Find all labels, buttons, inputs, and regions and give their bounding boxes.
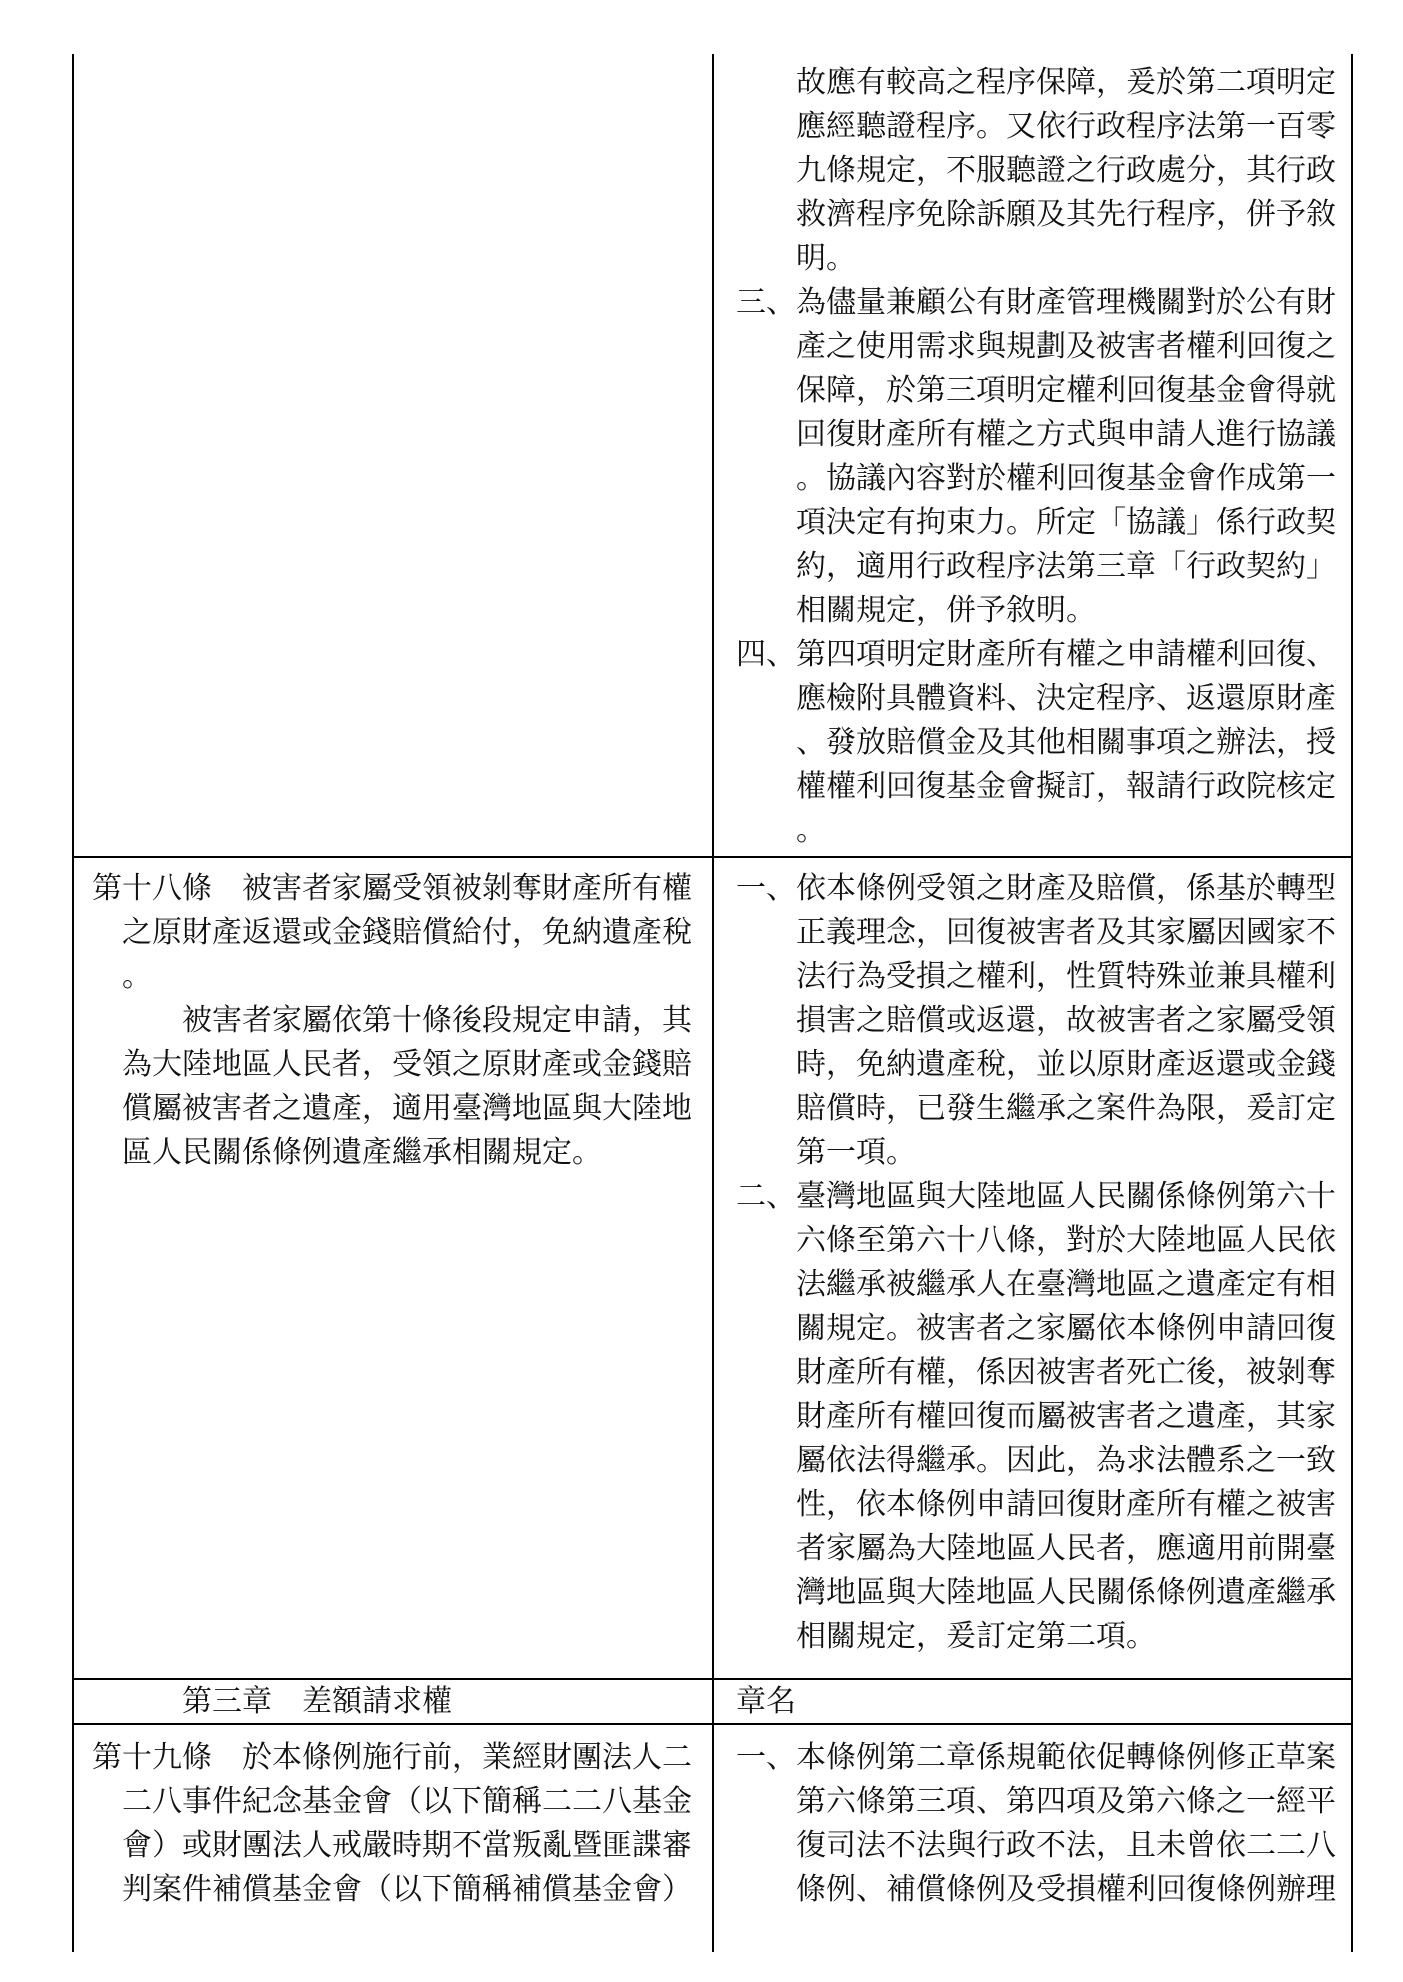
text-line: 項決定有拘束力。所定「協議」係行政契 bbox=[796, 505, 1336, 540]
article-paragraph bbox=[92, 867, 692, 999]
text-line: 時，免納遺產稅，並以原財產返還或金錢 bbox=[796, 1047, 1336, 1082]
line-text: 被害者家屬受領被剝奪財產所有權 bbox=[242, 871, 692, 906]
text-line: 相關規定，併予敘明。 bbox=[796, 593, 1096, 628]
text-line: 者家屬為大陸地區人民者，應適用前開臺 bbox=[796, 1531, 1336, 1566]
explanation-item bbox=[736, 867, 1336, 1175]
item-number: 二、 bbox=[736, 1179, 796, 1214]
text-line: 屬依法得繼承。因此，為求法體系之一致 bbox=[796, 1443, 1336, 1478]
text-line: 第四項明定財產所有權之申請權利回復、 bbox=[796, 637, 1336, 672]
text-line: 為大陸地區人民者，受領之原財產或金錢賠 bbox=[122, 1047, 692, 1082]
text-line: 臺灣地區與大陸地區人民關係條例第六十 bbox=[796, 1179, 1336, 1214]
text-line: 應經聽證程序。又依行政程序法第一百零 bbox=[796, 109, 1336, 144]
chapter-heading bbox=[182, 1680, 692, 1724]
text-line: 產之使用需求與規劃及被害者權利回復之 bbox=[796, 329, 1336, 364]
chapter-label: 章名 bbox=[736, 1684, 796, 1719]
text-line: 第六條第三項、第四項及第六條之一經平 bbox=[796, 1784, 1336, 1819]
text-line: 權權利回復基金會擬訂，報請行政院核定 bbox=[796, 769, 1336, 804]
text-line bbox=[92, 867, 692, 911]
text-line: 依本條例受領之財產及賠償，係基於轉型 bbox=[796, 871, 1336, 906]
text-line: 償屬被害者之遺產，適用臺灣地區與大陸地 bbox=[122, 1091, 692, 1126]
article-number: 第十八條 bbox=[92, 871, 212, 906]
item-number: 一、 bbox=[736, 871, 796, 906]
article-number: 第十九條 bbox=[92, 1740, 212, 1775]
text-line: 回復財產所有權之方式與申請人進行協議 bbox=[796, 417, 1336, 452]
text-line: 判案件補償基金會（以下簡稱補償基金會） bbox=[122, 1872, 692, 1907]
article-paragraph bbox=[92, 1736, 692, 1912]
text-line: 。 bbox=[796, 813, 826, 848]
text-line: 救濟程序免除訴願及其先行程序，併予敘 bbox=[796, 197, 1336, 232]
column-divider bbox=[712, 54, 714, 1952]
item-number: 三、 bbox=[736, 285, 796, 320]
text-line: 明。 bbox=[796, 241, 856, 276]
explanation-item bbox=[736, 1175, 1336, 1659]
text-line: 故應有較高之程序保障，爰於第二項明定 bbox=[796, 65, 1336, 100]
text-line: 。協議內容對於權利回復基金會作成第一 bbox=[796, 461, 1336, 496]
chapter-heading-cell bbox=[92, 1680, 692, 1724]
text-line: 區人民關係條例遺產繼承相關規定。 bbox=[122, 1135, 602, 1170]
text-line: 灣地區與大陸地區人民關係條例遺產繼承 bbox=[796, 1575, 1336, 1610]
explanation-item bbox=[736, 1736, 1336, 1912]
text-line bbox=[92, 1736, 692, 1780]
text-line: 為儘量兼顧公有財產管理機關對於公有財 bbox=[796, 285, 1336, 320]
text-line: 財產所有權，係因被害者死亡後，被剝奪 bbox=[796, 1355, 1336, 1390]
row-divider bbox=[72, 856, 1353, 858]
text-line: 二八事件紀念基金會（以下簡稱二二八基金 bbox=[122, 1784, 692, 1819]
text-line: 、發放賠償金及其他相關事項之辦法，授 bbox=[796, 725, 1336, 760]
chapter-title: 差額請求權 bbox=[302, 1684, 452, 1719]
draft-article-cell bbox=[92, 867, 692, 1175]
text-line: 保障，於第三項明定權利回復基金會得就 bbox=[796, 373, 1336, 408]
text-line: 本條例第二章係規範依促轉條例修正草案 bbox=[796, 1740, 1336, 1775]
text-line: 被害者家屬依第十條後段規定申請，其 bbox=[182, 1003, 692, 1038]
text-line: 損害之賠償或返還，故被害者之家屬受領 bbox=[796, 1003, 1336, 1038]
text-line: 法繼承被繼承人在臺灣地區之遺產定有相 bbox=[796, 1267, 1336, 1302]
explanation-item bbox=[736, 633, 1336, 853]
text-line: 會）或財團法人戒嚴時期不當叛亂暨匪諜審 bbox=[122, 1828, 692, 1863]
explanation-cell bbox=[736, 1736, 1336, 1912]
text-line: 性，依本條例申請回復財產所有權之被害 bbox=[796, 1487, 1336, 1522]
text-line: 復司法不法與行政不法，且未曾依二二八 bbox=[796, 1828, 1336, 1863]
text-line: 賠償時，已發生繼承之案件為限，爰訂定 bbox=[796, 1091, 1336, 1126]
text-line: 應檢附具體資料、決定程序、返還原財產 bbox=[796, 681, 1336, 716]
table-border-right bbox=[1351, 54, 1353, 1952]
text-line: 。 bbox=[122, 959, 152, 994]
explanation-item bbox=[736, 61, 1336, 281]
text-line: 財產所有權回復而屬被害者之遺產，其家 bbox=[796, 1399, 1336, 1434]
chapter-note-cell bbox=[736, 1680, 1336, 1724]
text-line: 六條至第六十八條，對於大陸地區人民依 bbox=[796, 1223, 1336, 1258]
text-line: 條例、補償條例及受損權利回復條例辦理 bbox=[796, 1872, 1336, 1907]
item-number: 四、 bbox=[736, 637, 796, 672]
line-text: 於本條例施行前，業經財團法人二 bbox=[242, 1740, 692, 1775]
text-line: 法行為受損之權利，性質特殊並兼具權利 bbox=[796, 959, 1336, 994]
text-line: 第一項。 bbox=[796, 1135, 916, 1170]
text-line: 關規定。被害者之家屬依本條例申請回復 bbox=[796, 1311, 1336, 1346]
table-border-left bbox=[72, 54, 74, 1952]
article-paragraph bbox=[92, 999, 692, 1175]
draft-article-cell bbox=[92, 1736, 692, 1912]
text-line: 九條規定，不服聽證之行政處分，其行政 bbox=[796, 153, 1336, 188]
explanation-item bbox=[736, 281, 1336, 633]
item-number: 一、 bbox=[736, 1740, 796, 1775]
text-line: 之原財產返還或金錢賠償給付，免納遺產稅 bbox=[122, 915, 692, 950]
explanation-cell bbox=[736, 61, 1336, 853]
explanation-cell bbox=[736, 867, 1336, 1659]
text-line: 正義理念，回復被害者及其家屬因國家不 bbox=[796, 915, 1336, 950]
chapter-number: 第三章 bbox=[182, 1684, 272, 1719]
text-line: 約，適用行政程序法第三章「行政契約」 bbox=[796, 549, 1336, 584]
text-line: 相關規定，爰訂定第二項。 bbox=[796, 1619, 1156, 1654]
